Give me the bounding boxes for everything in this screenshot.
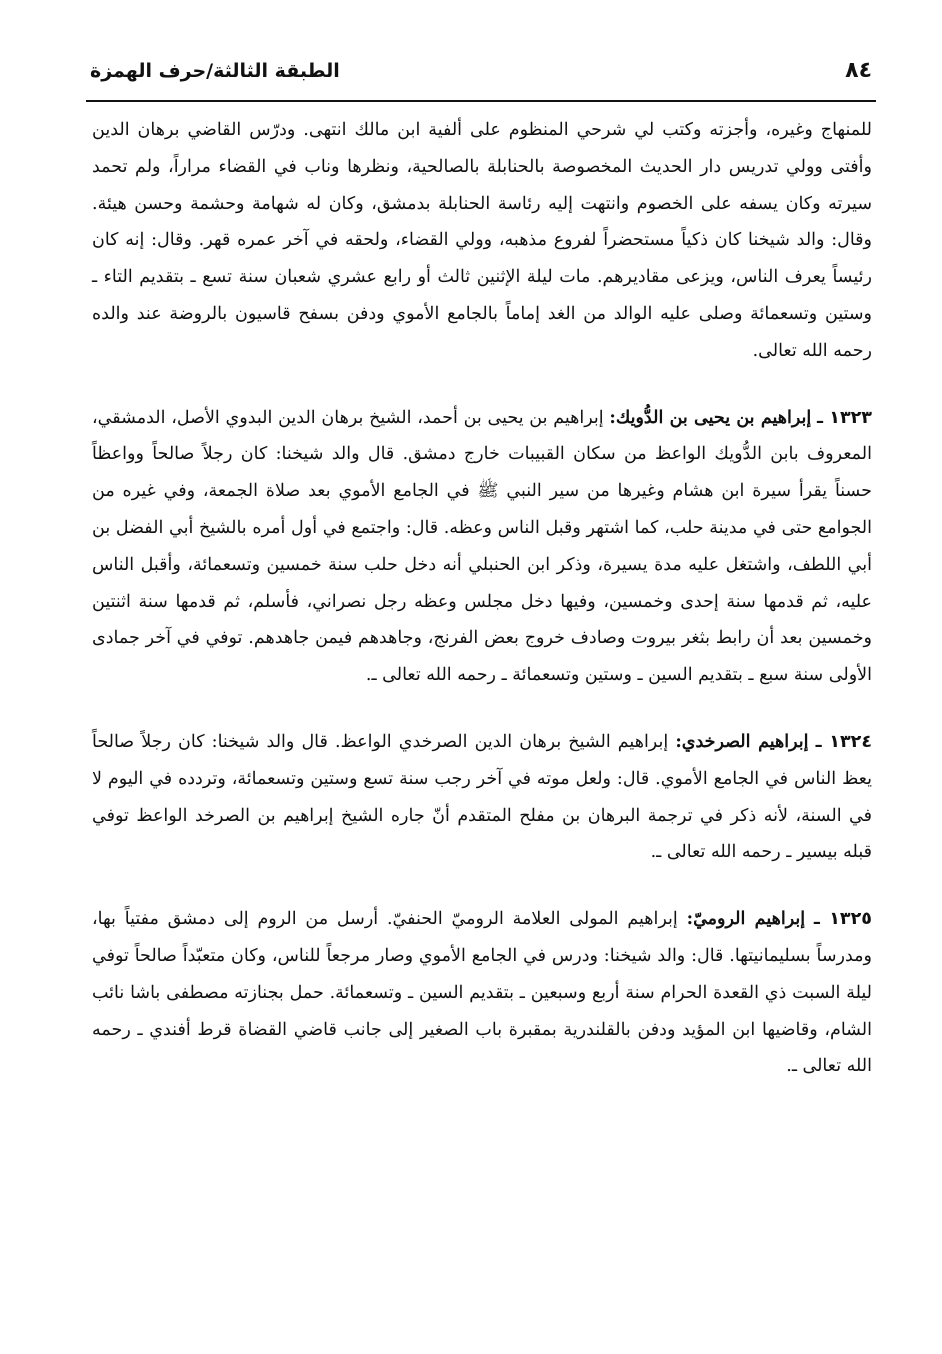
entry-name: إبراهيم الروميّ: bbox=[686, 909, 806, 930]
paragraph-continuation bbox=[92, 112, 872, 370]
header-divider bbox=[86, 100, 876, 102]
body-text bbox=[92, 112, 872, 1085]
entry-1324 bbox=[92, 724, 872, 871]
entry-name: إبراهيم الصرخدي: bbox=[675, 731, 809, 752]
entry-number: ١٣٢٣ ـ bbox=[817, 407, 872, 428]
entry-text: إبراهيم الشيخ برهان الدين الصرخدي الواعظ. قال والد شيخنا: كان رجلاً صالحاً يعظ الناس في الجامع الأموي. قال: ولعل موته في آخر رجب سنة تسع وستين وتسعمائة، وتردده في اليوم لا في السنة، لأنه ذكر في ترجمة البرهان بن مفلح المتقدم أنّ جاره الشيخ إبراهيم بن الصرخد الواعظ توفي قبله بيسير ـ رحمه الله تعالى ـ. bbox=[92, 731, 872, 863]
entry-1323 bbox=[92, 400, 872, 694]
entry-name: إبراهيم بن يحيى بن الدُّويك: bbox=[609, 407, 812, 428]
running-title: الطبقة الثالثة/حرف الهمزة bbox=[90, 60, 340, 82]
entry-number: ١٣٢٥ ـ bbox=[813, 909, 872, 930]
paragraph-text: للمنهاج وغيره، وأجزته وكتب لي شرحي المنظوم على ألفية ابن مالك انتهى. ودرّس القاضي برهان الدين وأفتى وولي تدريس دار الحديث المخصوصة بالحنابلة بالصالحية، ونظرها وناب في القضاء مراراً، ولم تحمد سيرته وكان يسفه على الخصوم وانتهت إليه رئاسة الحنابلة بدمشق، وكان له شهامة وحشمة وحسن هيئة. وقال: والد شيخنا كان ذكياً مستحضراً لفروع مذهبه، وولي القضاء، ولحقه في آخر عمره قهر. وقال: إنه كان رئيساً يعرف الناس، ويزعى مقاديرهم. مات ليلة الإثنين ثالث أو رابع عشري شعبان سنة تسع ـ بتقديم التاء ـ وستين وتسعمائة وصلى عليه الوالد من الغد إماماً بالجامع الأموي ودفن بسفح قاسيون بالروضة عند والده رحمه الله تعالى. bbox=[92, 120, 872, 361]
page-number: ٨٤ bbox=[845, 58, 872, 83]
entry-number: ١٣٢٤ ـ bbox=[815, 731, 873, 752]
entry-text: إبراهيم بن يحيى بن أحمد، الشيخ برهان الدين البدوي الأصل، الدمشقي، المعروف بابن الدُّويك الواعظ من سكان القبيبات خارج دمشق. قال والد شيخنا: كان رجلاً صالحاً وواعظاً حسناً يقرأ سيرة ابن هشام وغيرها من سير النبي ﷺ في الجامع الأموي بعد صلاة الجمعة، وفي غيره من الجوامع حتى في مدينة حلب، كما اشتهر وقبل الناس وعظه. قال: واجتمع في أول أمره بالشيخ أبي الفضل بن أبي اللطف، واشتغل عليه مدة يسيرة، وذكر ابن الحنبلي أنه دخل حلب سنة خمسين وتسعمائة، وأقبل الناس عليه، ثم قدمها سنة إحدى وخمسين، وفيها دخل مجلس وعظه رجل نصراني، فأسلم، ثم قدمها سنة اثنتين وخمسين بعد أن رابط بثغر بيروت وصادف خروج بعض الفرنج، وجاهدهم فيمن جاهدهم. توفي في آخر جمادى الأولى سنة سبع ـ بتقديم السين ـ وستين وتسعمائة ـ رحمه الله تعالى ـ. bbox=[92, 407, 872, 686]
entry-1325 bbox=[92, 901, 872, 1085]
entry-text: إبراهيم المولى العلامة الروميّ الحنفيّ. أرسل من الروم إلى دمشق مفتياً بها، ومدرساً بسليمانيتها. قال: والد شيخنا: ودرس في الجامع الأموي وصار مرجعاً للناس، وكان متعبّداً صالحاً توفي ليلة السبت ذي القعدة الحرام سنة أربع وسبعين ـ بتقديم السين ـ وتسعمائة. حمل بجنازته مصطفى باشا نائب الشام، وقاضيها ابن المؤيد ودفن بالقلندرية بمقبرة باب الصغير إلى جانب قاضي القضاة قرط أفندي ـ رحمه الله تعالى ـ. bbox=[92, 909, 872, 1077]
page-header bbox=[90, 58, 874, 94]
